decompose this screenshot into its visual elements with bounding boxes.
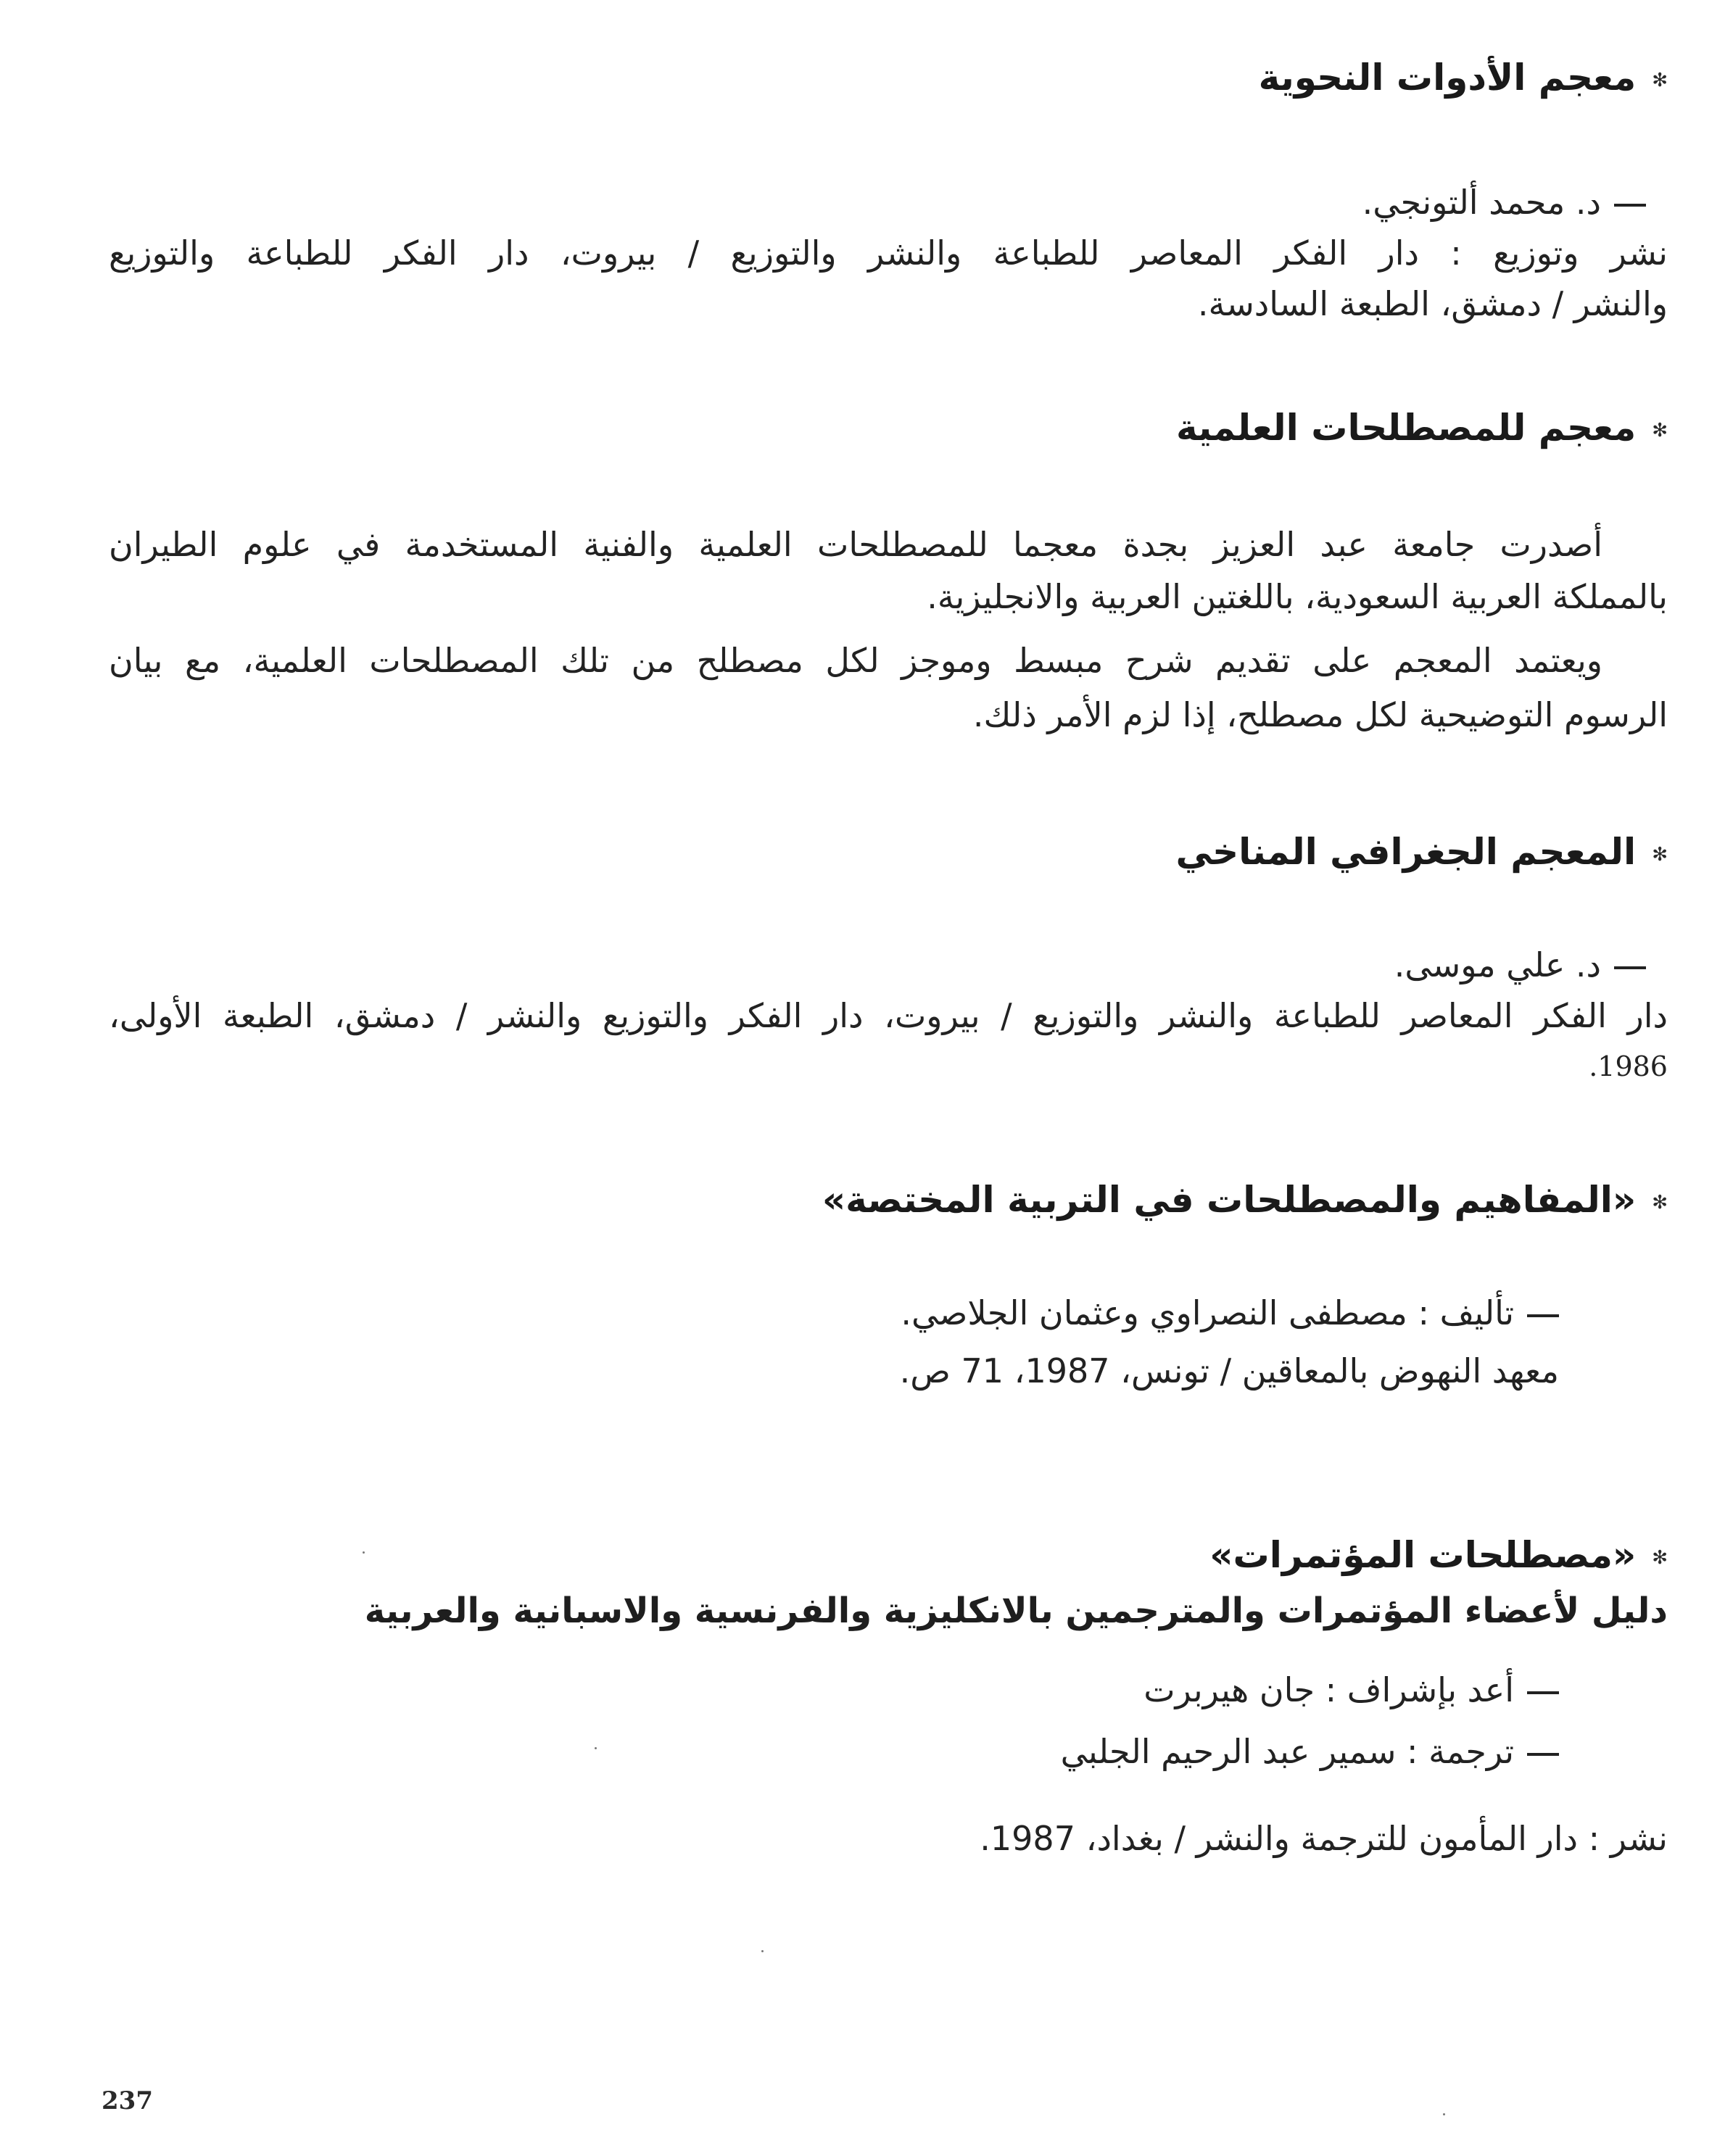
entry-1-publication-line-2: والنشر / دمشق، الطبعة السادسة. <box>1197 284 1668 323</box>
document-page <box>109 0 1668 2156</box>
entry-3-title: المعجم الجغرافي المناخي <box>1175 831 1637 873</box>
entry-1-author-line <box>1362 180 1646 225</box>
asterisk-bullet-icon: ✻ <box>1652 419 1668 441</box>
entry-2-heading <box>1176 402 1668 456</box>
asterisk-bullet-icon: ✻ <box>1652 843 1668 866</box>
asterisk-bullet-icon: ✻ <box>1652 69 1668 91</box>
entry-5-title: «مصطلحات المؤتمرات» <box>1209 1534 1637 1576</box>
entry-1-author: د. محمد ألتونجي. <box>1362 183 1601 222</box>
entry-1-title: معجم الأدوات النحوية <box>1258 57 1637 99</box>
entry-3-author: د. علي موسى. <box>1394 945 1601 984</box>
entry-3-publication-line-1: دار الفكر المعاصر للطباعة والنشر والتوزيع / بيروت، دار الفكر والتوزيع والنشر / دمشق، الطبعة الأولى، <box>109 996 1668 1035</box>
entry-2-title: معجم للمصطلحات العلمية <box>1176 407 1637 449</box>
entry-2-paragraph-1-line-2: بالمملكة العربية السعودية، باللغتين العربية والانجليزية. <box>927 577 1668 616</box>
asterisk-bullet-icon: ✻ <box>1652 1546 1668 1569</box>
entry-3-heading <box>1176 826 1668 880</box>
scan-speck <box>363 1551 365 1554</box>
dash-bullet-icon <box>1527 1691 1559 1694</box>
entry-5-subtitle: دليل لأعضاء المؤتمرات والمترجمين بالانكليزية والفرنسية والاسبانية والعربية <box>364 1591 1668 1631</box>
entry-4-author-line <box>901 1290 1559 1335</box>
entry-4-title: «المفاهيم والمصطلحات في التربية المختصة» <box>822 1179 1637 1221</box>
entry-2-paragraph-1-line-1: أصدرت جامعة عبد العزيز بجدة معجما للمصطلحات العلمية والفنية المستخدمة في علوم الطيران <box>109 525 1602 564</box>
entry-5-publication: نشر : دار المأمون للترجمة والنشر / بغداد، 1987. <box>980 1819 1668 1858</box>
entry-5-credit-2 <box>1061 1729 1559 1774</box>
entry-4-heading <box>822 1174 1668 1228</box>
entry-5-credit-1 <box>1143 1667 1559 1712</box>
scan-speck <box>1443 2113 1445 2115</box>
entry-5-supervisor: أعد بإشراف : جان هيربرت <box>1143 1670 1514 1709</box>
entry-1-publication-line-1: نشر وتوزيع : دار الفكر المعاصر للطباعة والنشر والتوزيع / بيروت، دار الفكر للطباعة والتوزيع <box>109 233 1668 273</box>
scan-speck <box>761 1950 764 1952</box>
dash-bullet-icon <box>1614 966 1646 969</box>
entry-1-heading <box>1259 52 1668 106</box>
entry-3-publication-line-2: 1986. <box>1589 1050 1668 1082</box>
entry-3-author-line <box>1394 942 1646 987</box>
dash-bullet-icon <box>1527 1753 1559 1756</box>
asterisk-bullet-icon: ✻ <box>1652 1191 1668 1214</box>
dash-bullet-icon <box>1614 204 1646 207</box>
entry-2-paragraph-2-line-2: الرسوم التوضيحية لكل مصطلح، إذا لزم الأمر ذلك. <box>972 695 1668 734</box>
entry-5-heading <box>1209 1530 1668 1583</box>
entry-5-translator: ترجمة : سمير عبد الرحيم الجلبي <box>1060 1732 1514 1771</box>
page-number: 237 <box>102 2086 153 2115</box>
scan-speck <box>595 1747 597 1749</box>
entry-2-paragraph-2-line-1: ويعتمد المعجم على تقديم شرح مبسط وموجز لكل مصطلح من تلك المصطلحات العلمية، مع بيان <box>109 641 1602 680</box>
dash-bullet-icon <box>1527 1314 1559 1317</box>
entry-4-author: تأليف : مصطفى النصراوي وعثمان الجلاصي. <box>901 1293 1514 1332</box>
entry-4-publication: معهد النهوض بالمعاقين / تونس، 1987، 71 ص. <box>899 1351 1559 1390</box>
